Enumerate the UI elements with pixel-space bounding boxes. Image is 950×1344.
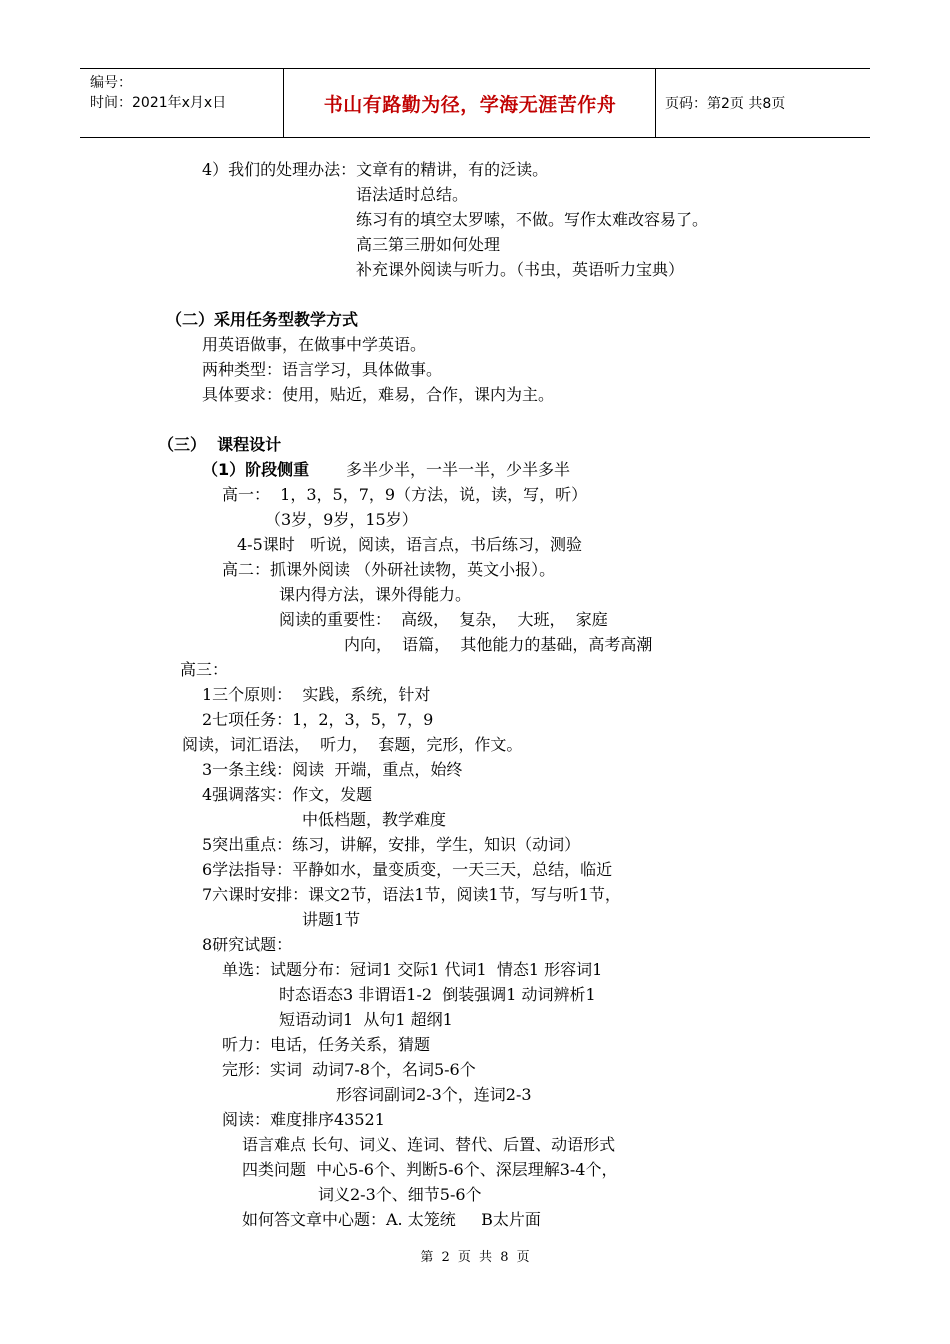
body-line: 四类问题 中心5-6个、判断5-6个、深层理解3-4个， [242, 1160, 618, 1179]
body-line: 形容词副词2-3个，连词2-3 [336, 1085, 532, 1104]
body-line: 4）我们的处理办法：文章有的精讲，有的泛读。 [202, 160, 549, 179]
header-divider [655, 69, 656, 137]
header-divider [283, 69, 284, 137]
body-line: 6学法指导：平静如水，量变质变，一天三天，总结，临近 [202, 860, 613, 879]
body-line: 内向， 语篇， 其他能力的基础，高考高潮 [344, 635, 653, 654]
body-line: 用英语做事，在做事中学英语。 [202, 335, 427, 354]
page-footer: 第 2 页 共 8 页 [420, 1250, 530, 1265]
body-line: 4强调落实：作文，发题 [202, 785, 373, 804]
body-line: 完形：实词 动词7-8个，名词5-6个 [222, 1060, 476, 1079]
body-line: 听力：电话，任务关系，猜题 [222, 1035, 431, 1054]
body-line: 8研究试题： [202, 935, 293, 954]
body-line: 7六课时安排：课文2节，语法1节，阅读1节，写与听1节， [202, 885, 621, 904]
header-left-cell [90, 73, 226, 113]
body-line: 阅读的重要性： 高级， 复杂， 大班， 家庭 [279, 610, 608, 629]
body-line: 4-5课时 听说，阅读，语言点，书后练习，测验 [237, 535, 583, 554]
body-line: 高三第三册如何处理 [356, 235, 501, 254]
body-line: 课内得方法，课外得能力。 [279, 585, 472, 604]
body-line: 练习有的填空太罗嗦，不做。写作太难改容易了。 [356, 210, 709, 229]
body-line: 阅读：难度排序43521 [222, 1110, 385, 1129]
body-line: 阅读，词汇语法， 听力， 套题，完形，作文。 [182, 735, 523, 754]
body-line: 高一： 1，3，5，7，9（方法，说，读，写，听） [222, 485, 588, 504]
header-page-number: 页码：第2页 共8页 [665, 96, 786, 112]
body-line: 3一条主线：阅读 开端，重点，始终 [202, 760, 463, 779]
body-line: 多半少半，一半一半，少半多半 [346, 460, 571, 479]
body-line: 中低档题，教学难度 [302, 810, 447, 829]
header-motto: 书山有路勤为径，学海无涯苦作舟 [323, 93, 617, 116]
body-line: 语法适时总结。 [356, 185, 469, 204]
doc-time-label: 时间：2021年x月x日 [90, 95, 227, 111]
section-heading: （三） 课程设计 [158, 435, 282, 454]
body-line: 2七项任务：1，2，3，5，7，9 [202, 710, 434, 729]
body-line: 具体要求：使用，贴近，难易，合作，课内为主。 [202, 385, 555, 404]
section-heading: （二）采用任务型教学方式 [166, 310, 359, 329]
body-line: 两种类型：语言学习，具体做事。 [202, 360, 443, 379]
body-line: 高二：抓课外阅读 （外研社读物，英文小报）。 [222, 560, 556, 579]
body-line: 词义2-3个、细节5-6个 [318, 1185, 482, 1204]
body-line: 短语动词1 从句1 超纲1 [279, 1010, 453, 1029]
body-line: 时态语态3 非谓语1-2 倒装强调1 动词辨析1 [279, 985, 596, 1004]
body-line: 5突出重点：练习，讲解，安排，学生，知识（动词） [202, 835, 581, 854]
page-header [80, 68, 870, 138]
body-line: 讲题1节 [302, 910, 361, 929]
body-line: 1三个原则： 实践，系统，针对 [202, 685, 431, 704]
doc-number-label: 编号： [90, 75, 132, 91]
body-line: （3岁，9岁，15岁） [265, 510, 418, 529]
body-line: 补充课外阅读与听力。（书虫，英语听力宝典） [356, 260, 685, 279]
body-line: 如何答文章中心题：A. 太笼统 B太片面 [242, 1210, 541, 1229]
body-line: 单选：试题分布：冠词1 交际1 代词1 情态1 形容词1 [222, 960, 603, 979]
body-line: 高三： [180, 660, 229, 679]
body-line: 语言难点 长句、词义、连词、替代、后置、动语形式 [242, 1135, 616, 1154]
subsection-heading: （1）阶段侧重 [202, 460, 310, 479]
